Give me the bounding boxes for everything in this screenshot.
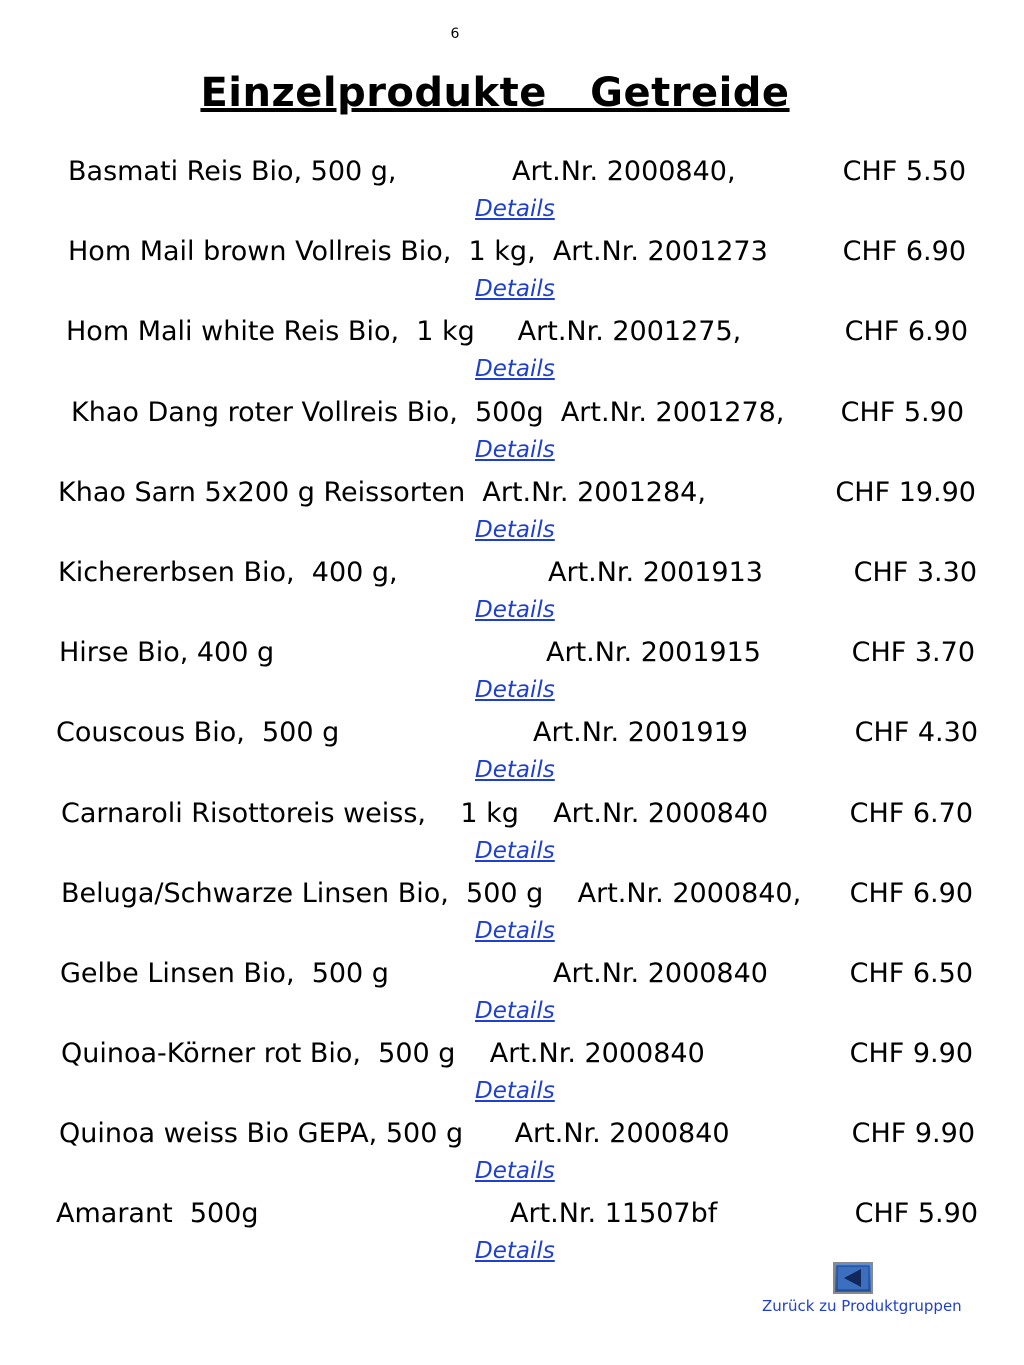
product-price: CHF 5.90 bbox=[840, 396, 964, 428]
details-link[interactable]: Details bbox=[475, 677, 555, 704]
product-row bbox=[0, 792, 1024, 872]
product-price: CHF 4.30 bbox=[854, 717, 978, 749]
back-button[interactable] bbox=[833, 1262, 873, 1294]
product-name: Quinoa-Körner rot Bio, 500 g Art.Nr. 2000840 bbox=[61, 1038, 705, 1070]
back-to-product-groups-link[interactable]: Zurück zu Produktgruppen bbox=[762, 1297, 962, 1315]
product-price: CHF 6.90 bbox=[849, 877, 973, 909]
product-article-number: Art.Nr. 11507bf bbox=[510, 1198, 718, 1230]
product-price: CHF 19.90 bbox=[835, 476, 976, 508]
product-name: Couscous Bio, 500 g bbox=[56, 717, 340, 749]
details-link[interactable]: Details bbox=[475, 596, 555, 623]
product-row bbox=[0, 872, 1024, 952]
product-name: Amarant 500g bbox=[56, 1198, 259, 1230]
product-name: Khao Sarn 5x200 g Reissorten Art.Nr. 2001284, bbox=[58, 476, 706, 508]
details-link[interactable]: Details bbox=[475, 1158, 555, 1185]
product-price: CHF 6.50 bbox=[849, 957, 973, 989]
product-price: CHF 6.90 bbox=[844, 316, 968, 348]
details-link[interactable]: Details bbox=[475, 436, 555, 463]
product-name: Khao Dang roter Vollreis Bio, 500g Art.Nr. 2001278, bbox=[71, 396, 785, 428]
product-row bbox=[0, 551, 1024, 631]
product-article-number: Art.Nr. 2000840, bbox=[512, 156, 736, 187]
product-name: Hom Mail brown Vollreis Bio, 1 kg, Art.Nr. 2001273 bbox=[68, 236, 768, 268]
product-name: Hom Mali white Reis Bio, 1 kg Art.Nr. 2001275, bbox=[66, 316, 742, 348]
product-row bbox=[0, 631, 1024, 711]
product-price: CHF 3.30 bbox=[853, 556, 977, 588]
product-article-number: Art.Nr. 2001919 bbox=[533, 717, 748, 749]
details-link[interactable]: Details bbox=[475, 356, 555, 383]
product-price: CHF 6.70 bbox=[849, 797, 973, 829]
details-link[interactable]: Details bbox=[475, 837, 555, 864]
product-name: Gelbe Linsen Bio, 500 g bbox=[60, 957, 389, 989]
details-link[interactable]: Details bbox=[475, 276, 555, 303]
product-row bbox=[0, 1032, 1024, 1112]
product-price: CHF 5.90 bbox=[854, 1198, 978, 1230]
product-name: Basmati Reis Bio, 500 g, bbox=[68, 156, 397, 187]
product-article-number: Art.Nr. 2001915 bbox=[546, 637, 761, 669]
product-name: Beluga/Schwarze Linsen Bio, 500 g Art.Nr. 2000840, bbox=[61, 877, 802, 909]
product-row bbox=[0, 1112, 1024, 1192]
product-name: Carnaroli Risottoreis weiss, 1 kg Art.Nr. 2000840 bbox=[61, 797, 769, 829]
details-link[interactable]: Details bbox=[475, 516, 555, 543]
details-link[interactable]: Details bbox=[475, 997, 555, 1024]
details-link[interactable]: Details bbox=[475, 1238, 555, 1265]
details-link[interactable]: Details bbox=[475, 196, 555, 222]
product-name: Quinoa weiss Bio GEPA, 500 g Art.Nr. 2000840 bbox=[59, 1118, 730, 1150]
details-link[interactable]: Details bbox=[475, 1078, 555, 1105]
page-title: Einzelprodukte Getreide bbox=[200, 70, 790, 116]
product-row bbox=[0, 471, 1024, 551]
details-link[interactable]: Details bbox=[475, 757, 555, 784]
product-price: CHF 9.90 bbox=[851, 1118, 975, 1150]
details-link[interactable]: Details bbox=[475, 917, 555, 944]
product-price: CHF 5.50 bbox=[842, 156, 966, 187]
product-row bbox=[0, 230, 1024, 310]
product-article-number: Art.Nr. 2001913 bbox=[548, 556, 763, 588]
product-row bbox=[0, 711, 1024, 791]
product-list bbox=[0, 150, 1024, 1273]
product-price: CHF 9.90 bbox=[849, 1038, 973, 1070]
product-price: CHF 6.90 bbox=[842, 236, 966, 268]
product-row bbox=[0, 952, 1024, 1032]
product-name: Kichererbsen Bio, 400 g, bbox=[58, 556, 398, 588]
page-number: 6 bbox=[450, 26, 460, 42]
product-row bbox=[0, 310, 1024, 390]
product-name: Hirse Bio, 400 g bbox=[59, 637, 275, 669]
product-row bbox=[0, 150, 1024, 230]
product-row bbox=[0, 1192, 1024, 1272]
product-row bbox=[0, 391, 1024, 471]
product-article-number: Art.Nr. 2000840 bbox=[553, 957, 768, 989]
back-arrow-icon bbox=[835, 1264, 871, 1292]
product-price: CHF 3.70 bbox=[851, 637, 975, 669]
